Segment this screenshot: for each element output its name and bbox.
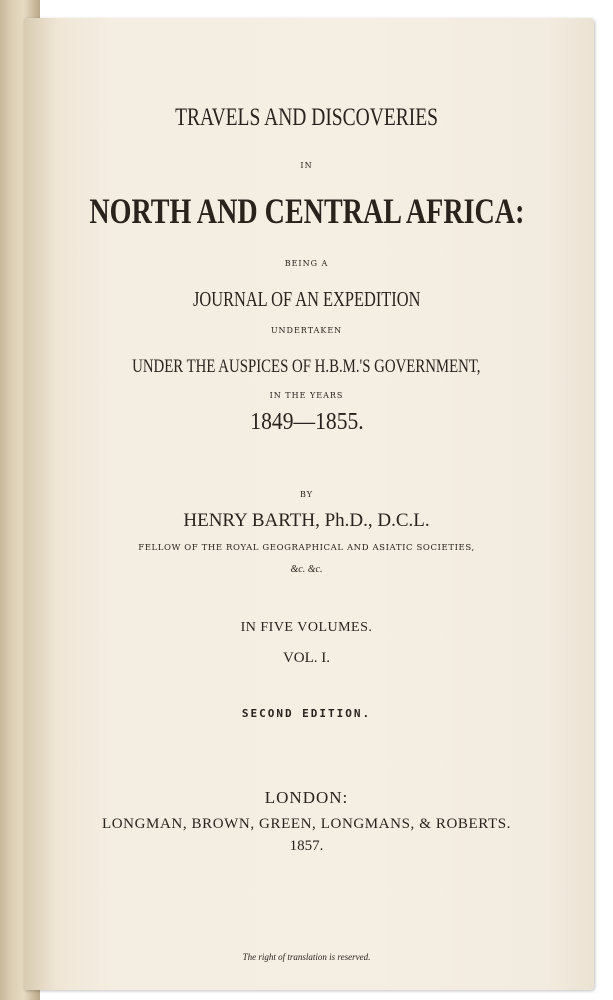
affiliation-etc: &c. &c.	[290, 564, 323, 575]
author-affiliation: FELLOW OF THE ROYAL GEOGRAPHICAL AND ASIATIC SOCIETIES,	[138, 543, 475, 553]
by-label: BY	[299, 490, 314, 499]
volume-number: VOL. I.	[282, 650, 331, 666]
title-line-travels: TRAVELS AND DISCOVERIES	[175, 104, 438, 131]
author-name: HENRY BARTH, Ph.D., D.C.L.	[183, 510, 430, 531]
title-line-years: IN THE YEARS	[269, 391, 344, 400]
title-line-being: BEING A	[284, 259, 329, 268]
translation-notice: The right of translation is reserved.	[242, 952, 371, 962]
publisher: LONGMAN, BROWN, GREEN, LONGMANS, & ROBERTS.	[101, 816, 512, 832]
volumes-note: IN FIVE VOLUMES.	[240, 620, 373, 635]
title-line-in: IN	[300, 161, 313, 170]
subtitle-auspices: UNDER THE AUSPICES OF H.B.M.'S GOVERNMENT,	[132, 356, 481, 377]
years: 1849—1855.	[249, 409, 364, 435]
main-title: NORTH AND CENTRAL AFRICA:	[88, 191, 525, 231]
publication-year: 1857.	[289, 838, 324, 854]
subtitle-journal: JOURNAL OF AN EXPEDITION	[192, 287, 421, 311]
publication-place: LONDON:	[264, 788, 349, 807]
edition: SECOND EDITION.	[241, 707, 372, 720]
title-line-undertaken: UNDERTAKEN	[270, 326, 343, 335]
